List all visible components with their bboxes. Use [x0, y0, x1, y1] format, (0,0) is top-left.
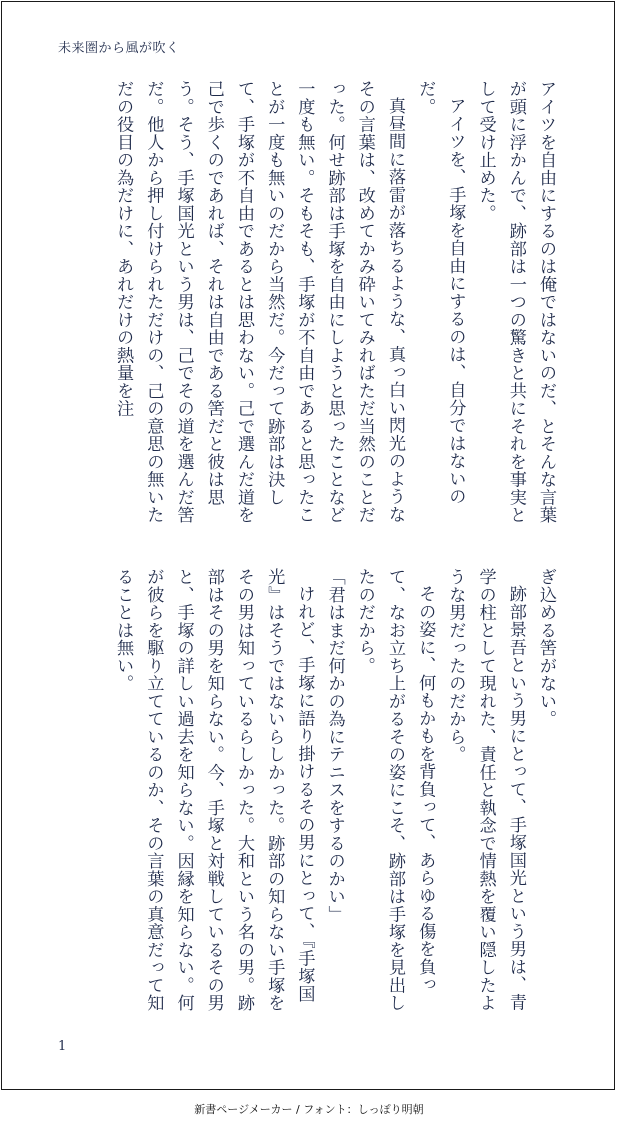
page-header-title: 未来圏から風が吹く [58, 41, 180, 56]
text-block-upper [51, 80, 561, 525]
footer-credit: 新書ページメーカー / フォント：しっぽり明朝 [194, 1103, 424, 1116]
paragraph: 真昼間に落雷が落ちるような、真っ白い閃光のようなその言葉は、改めてかみ砕いてみればただ当然のことだった。何せ跡部は手塚を自由にしようと思ったことなど一度も無い。そもそも、手塚が不自由であると思ったことが一度も無いのだから当然だ。今だって跡部は決して、手塚が不自由であるとは思わない。己で選んだ道を己で歩くのであれば、それは自由である筈だと彼は思う。そう、手塚国光という男は、己でその道を選んだ筈だ。他人から押し付けられただけの、己の意思の無いただの役目の為だけに、あれだけの熱量を注 [113, 80, 405, 524]
paragraph: けれど、手塚に語り掛けるその男にとって、『手塚国光』はそうではないらしかった。跡部の知らない手塚をその男は知っているらしかった。大和という名の男。跡部はその男を知らない。今、手塚と対戦しているその男と、手塚の詳しい過去を知らない。因縁を知らない。何が彼らを駆り立てているのか、その言葉の真意だって知ることは無い。 [113, 568, 315, 1012]
paragraph: 跡部景吾という男にとって、手塚国光という男は、青学の柱として現れた、責任と執念で情熱を覆い隠したような男だったのだから。 [445, 568, 526, 1012]
book-page [1, 1, 615, 1090]
text-block-lower [51, 568, 561, 1013]
paragraph: その姿に、何もかもを背負って、あらゆる傷を負って、なお立ち上がるその姿にこそ、跡部は手塚を見出したのだから。 [354, 568, 436, 1012]
dialogue-line: 「君はまだ何かの為にテニスをするのかい」 [324, 568, 345, 923]
paragraph: ぎ込める筈がない。 [536, 568, 556, 728]
paragraph: アイツを自由にするのは俺ではないのだ、とそんな言葉が頭に浮かんで、跡部は一つの驚きと共にそれを事実として受け止めた。 [475, 80, 556, 524]
page-number: 1 [58, 1039, 67, 1054]
paragraph: アイツを、手塚を自由にするのは、自分ではないのだ。 [415, 80, 466, 506]
